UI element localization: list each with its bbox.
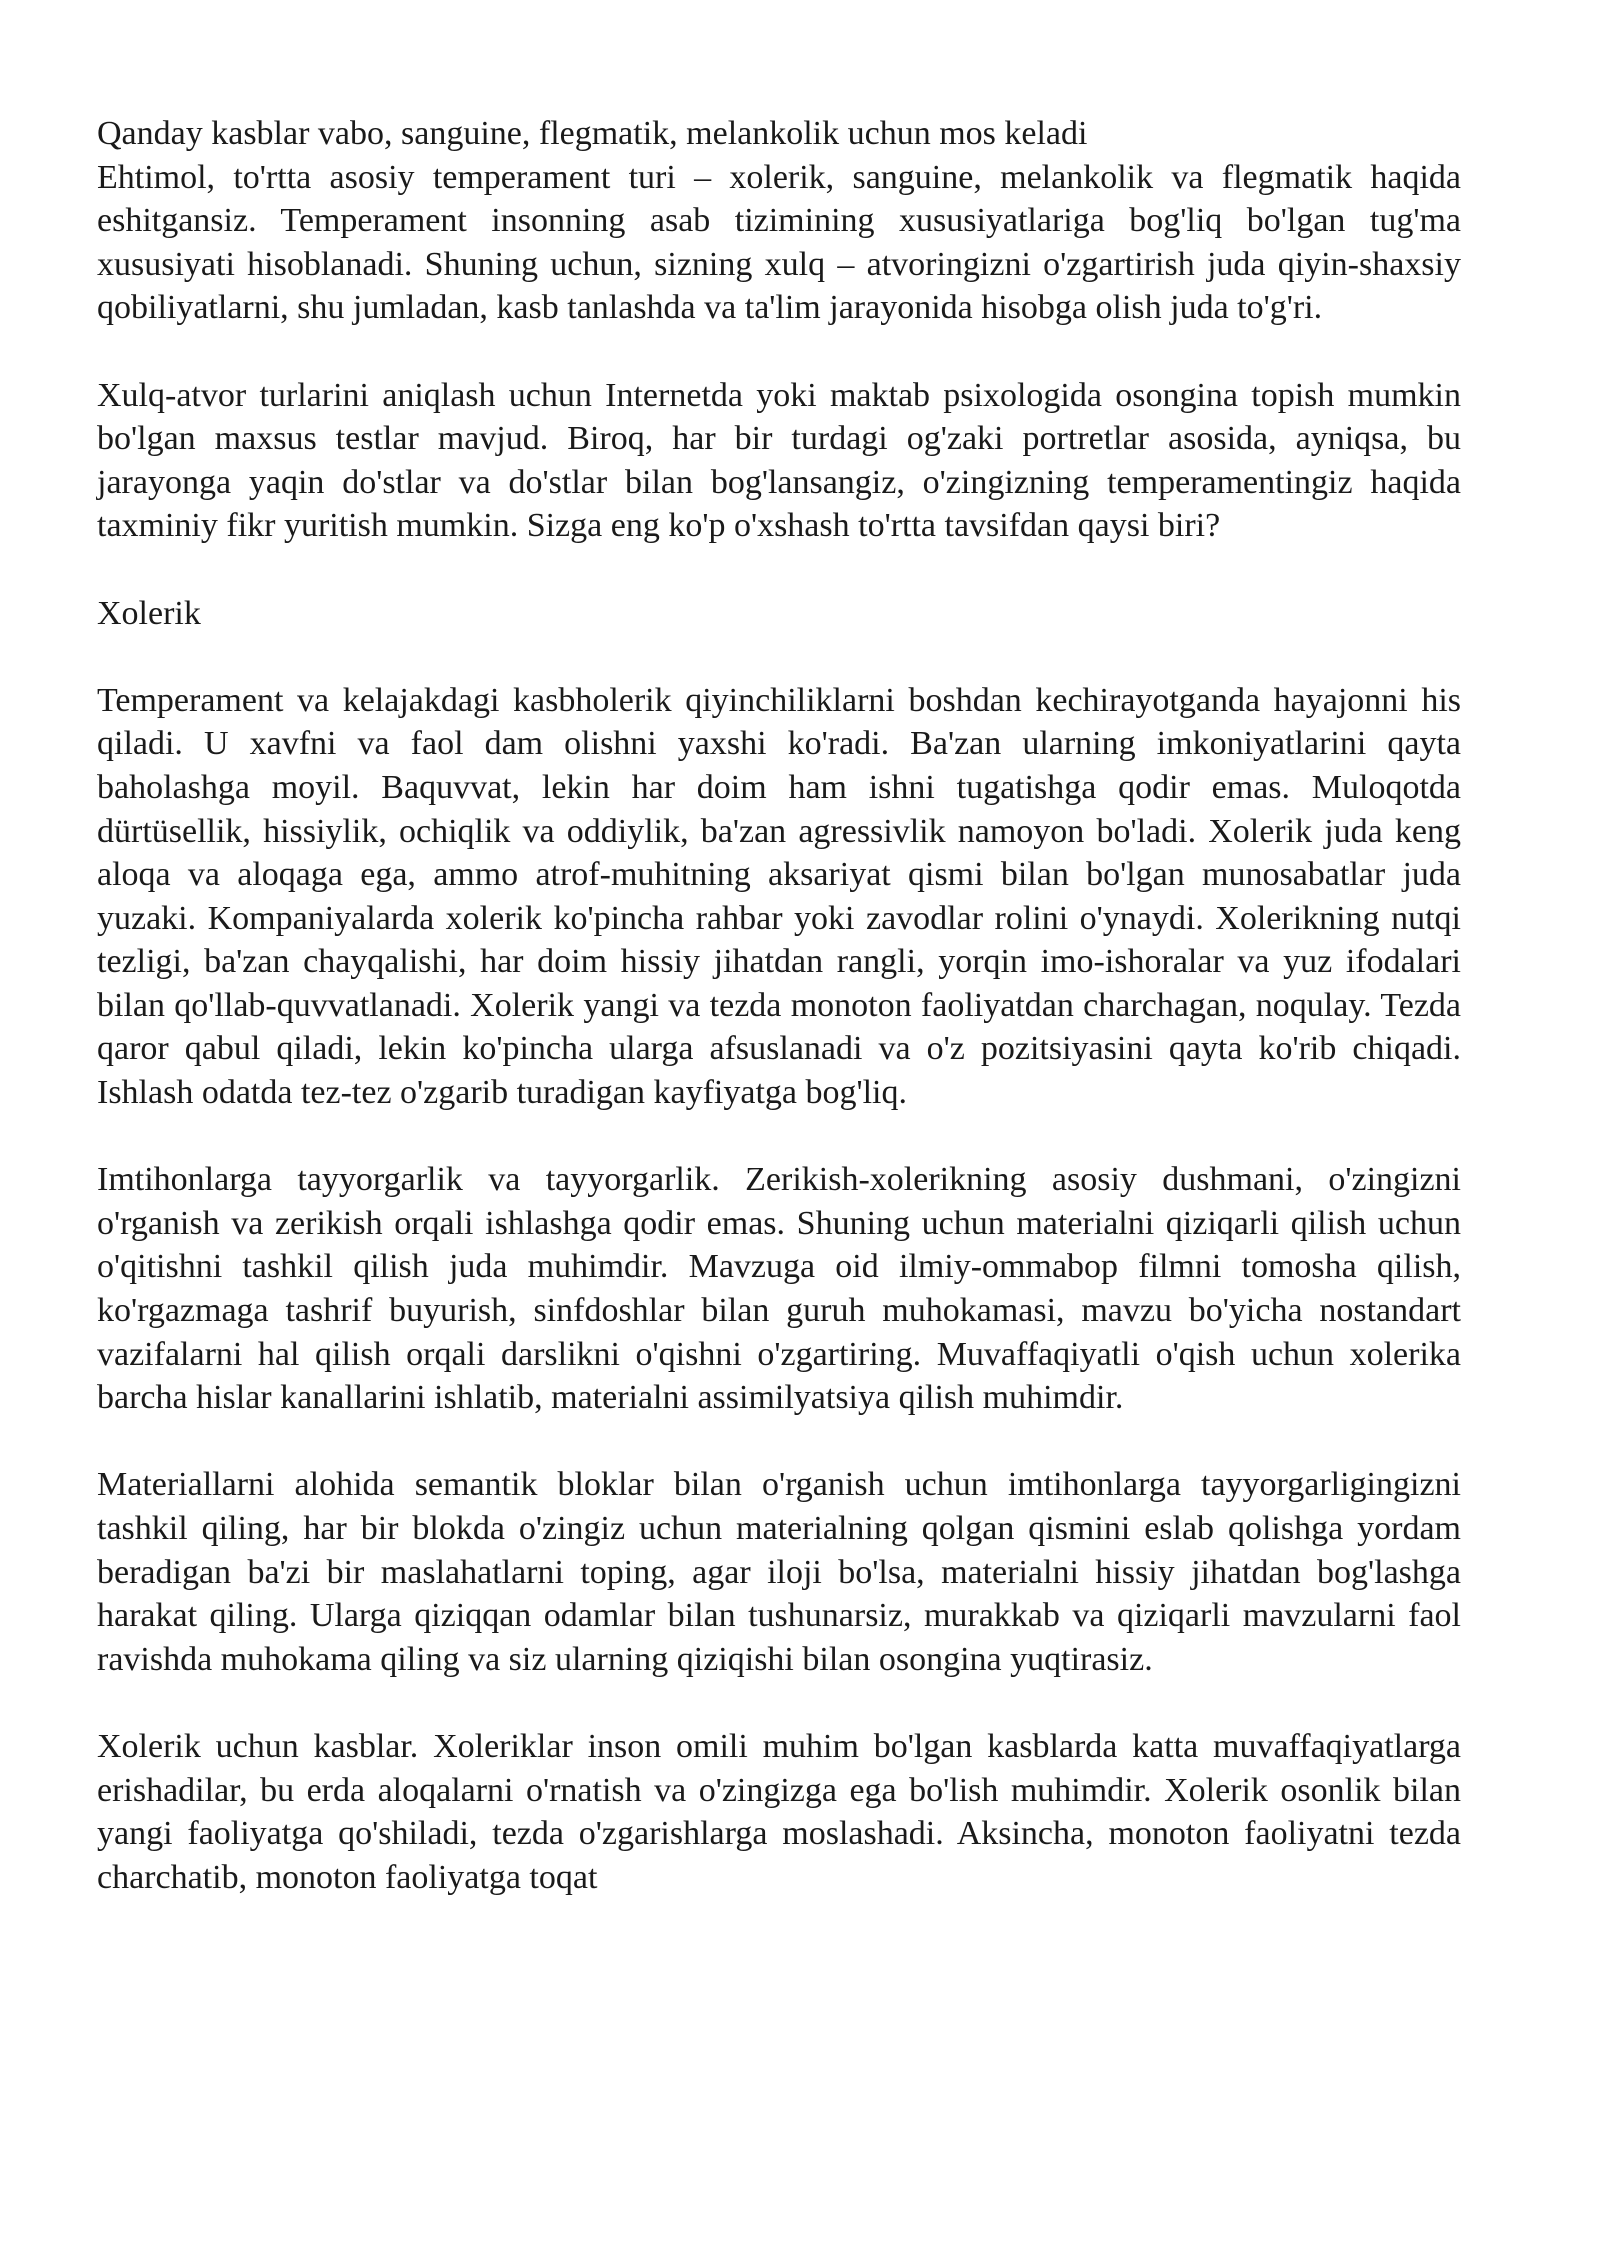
paragraph-materials: Materiallarni alohida semantik bloklar bilan o'rganish uchun imtihonlarga tayyorgarligingizni tashkil qiling, har bir blokda o'zingiz uchun materialning qolgan qismini eslab qolishga yordam beradigan ba'zi bir maslahatlarni toping, agar iloji bo'lsa, materialni hissiy jihatdan bog'lashga harakat qiling. Ularga qiziqqan odamlar bilan tushunarsiz, murakkab va qiziqarli mavzularni faol ravishda muhokama qiling va siz ularning qiziqishi bilan osongina yuqtirasiz.	[97, 1466, 1461, 1678]
paragraph-tests: Xulq-atvor turlarini aniqlash uchun Internetda yoki maktab psixologida osongina topish mumkin bo'lgan maxsus testlar mavjud. Biroq, har bir turdagi og'zaki portretlar asosida, ayniqsa, bu jarayonga yaqin do'stlar va do'stlar bilan bog'lansangiz, o'zingizning temperamentingiz haqida taxminiy fikr yuritish mumkin. Sizga eng ko'p o'xshash to'rtta tavsifdan qaysi biri?	[97, 376, 1461, 545]
section-heading-xolerik: Xolerik	[97, 594, 201, 632]
paragraph-professions: Xolerik uchun kasblar. Xoleriklar inson omili muhim bo'lgan kasblarda katta muvaffaqiyatlarga erishadilar, bu erda aloqalarni o'rnatish va o'zingizga ega bo'lish muhimdir. Xolerik osonlik bilan yangi faoliyatga qo'shiladi, tezda o'zgarishlarga moslashadi. Aksincha, monoton faoliyatni tezda charchatib, monoton faoliyatga toqat	[97, 1727, 1461, 1896]
paragraph-exam-prep: Imtihonlarga tayyorgarlik va tayyorgarlik. Zerikish-xolerikning asosiy dushmani, o'zingizni o'rganish va zerikish orqali ishlashga qodir emas. Shuning uchun materialni qiziqarli qilish uchun o'qitishni tashkil qilish juda muhimdir. Mavzuga oid ilmiy-ommabop filmni tomosha qilish, ko'rgazmaga tashrif buyurish, sinfdoshlar bilan guruh muhokamasi, mavzu bo'yicha nostandart vazifalarni hal qilish orqali darslikni o'qishni o'zgartiring. Muvaffaqiyatli o'qish uchun xolerika barcha hislar kanallarini ishlatib, materialni assimilyatsiya qilish muhimdir.	[97, 1161, 1461, 1417]
document-title: Qanday kasblar vabo, sanguine, flegmatik, melankolik uchun mos keladi	[97, 115, 1088, 152]
document-page	[97, 112, 1461, 1943]
paragraph-temperament: Temperament va kelajakdagi kasbholerik qiyinchiliklarni boshdan kechirayotganda hayajonni his qiladi. U xavfni va faol dam olishni yaxshi ko'radi. Ba'zan ularning imkoniyatlarini qayta baholashga moyil. Baquvvat, lekin har doim ham ishni tugatishga qodir emas. Muloqotda dürtüsellik, hissiylik, ochiqlik va oddiylik, ba'zan agressivlik namoyon bo'ladi. Xolerik juda keng aloqa va aloqaga ega, ammo atrof-muhitning aksariyat qismi bilan bo'lgan munosabatlar juda yuzaki. Kompaniyalarda xolerik ko'pincha rahbar yoki zavodlar rolini o'ynaydi. Xolerikning nutqi tezligi, ba'zan chayqalishi, har doim hissiy jihatdan rangli, yorqin imo-ishoralar va yuz ifodalari bilan qo'llab-quvvatlanadi. Xolerik yangi va tezda monoton faoliyatdan charchagan, noqulay. Tezda qaror qabul qiladi, lekin ko'pincha ularga afsuslanadi va o'z pozitsiyasini qayta ko'rib chiqadi. Ishlash odatda tez-tez o'zgarib turadigan kayfiyatga bog'liq.	[97, 681, 1461, 1112]
paragraph-intro: Ehtimol, to'rtta asosiy temperament turi – xolerik, sanguine, melankolik va flegmatik haqida eshitgansiz. Temperament insonning asab tizimining xususiyatlariga bog'liq bo'lgan tug'ma xususiyati hisoblanadi. Shuning uchun, sizning xulq – atvoringizni o'zgartirish juda qiyin-shaxsiy qobiliyatlarni, shu jumladan, kasb tanlashda va ta'lim jarayonida hisobga olish juda to'g'ri.	[97, 158, 1461, 327]
